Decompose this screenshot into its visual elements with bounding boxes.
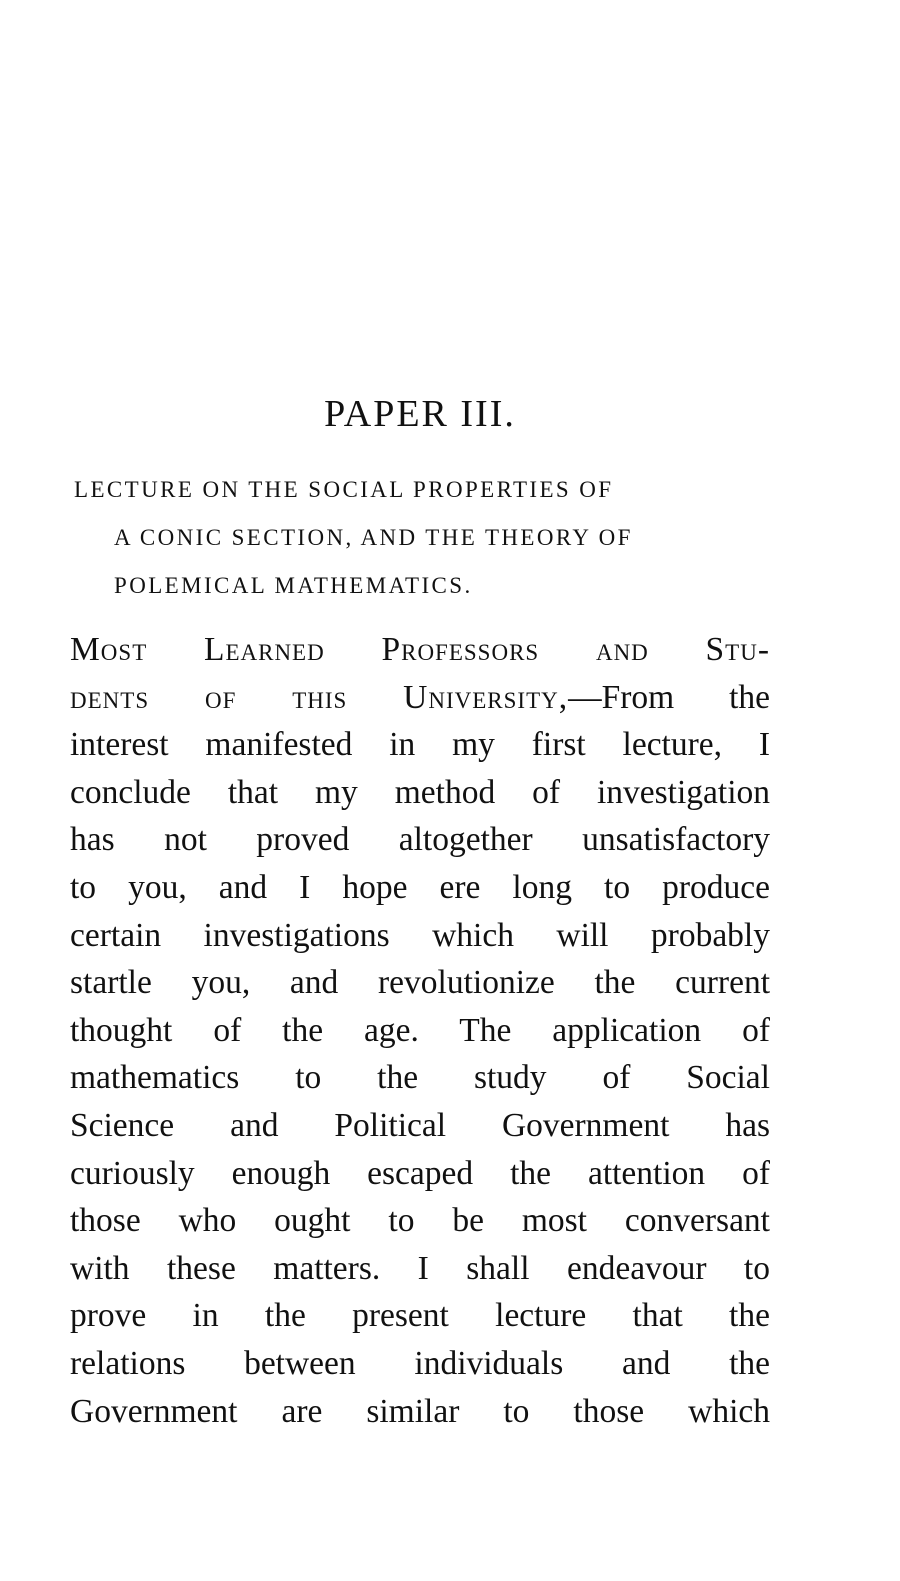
text-line: relations between individuals and the [70, 1344, 770, 1382]
paper-title: PAPER III. [324, 393, 516, 435]
text-line: certain investigations which will probably [70, 916, 770, 954]
text-line: to you, and I hope ere long to produce [70, 868, 770, 906]
salutation-smallcaps: dents of this University, [70, 678, 569, 716]
text-line: thought of the age. The application of [70, 1011, 770, 1049]
subtitle-line-1: LECTURE ON THE SOCIAL PROPERTIES OF [74, 477, 614, 502]
text-line: mathematics to the study of Social [70, 1059, 770, 1097]
salutation-line-2 [70, 676, 770, 724]
text-line: with these matters. I shall endeavour to [70, 1249, 770, 1287]
text-line: those who ought to be most conversant [70, 1202, 770, 1240]
text-line: startle you, and revolutionize the current [70, 964, 770, 1002]
text-line: curiously enough escaped the attention of [70, 1154, 770, 1192]
body-paragraph [70, 628, 770, 1437]
text-line: Government are similar to those which [70, 1392, 770, 1430]
text-line: Science and Political Government has [70, 1106, 770, 1144]
text-line: has not proved altogether unsatisfactory [70, 821, 770, 859]
text-line: conclude that my method of investigation [70, 773, 770, 811]
salutation-line-1: Most Learned Professors and Stu- [70, 631, 770, 668]
lecture-subtitle [74, 474, 774, 618]
salutation-rest: —From the [568, 678, 770, 716]
subtitle-line-3: POLEMICAL MATHEMATICS. [114, 573, 473, 598]
text-line: interest manifested in my first lecture, I [70, 726, 770, 764]
subtitle-line-2: A CONIC SECTION, AND THE THEORY OF [114, 525, 633, 550]
text-line: prove in the present lecture that the [70, 1297, 770, 1335]
